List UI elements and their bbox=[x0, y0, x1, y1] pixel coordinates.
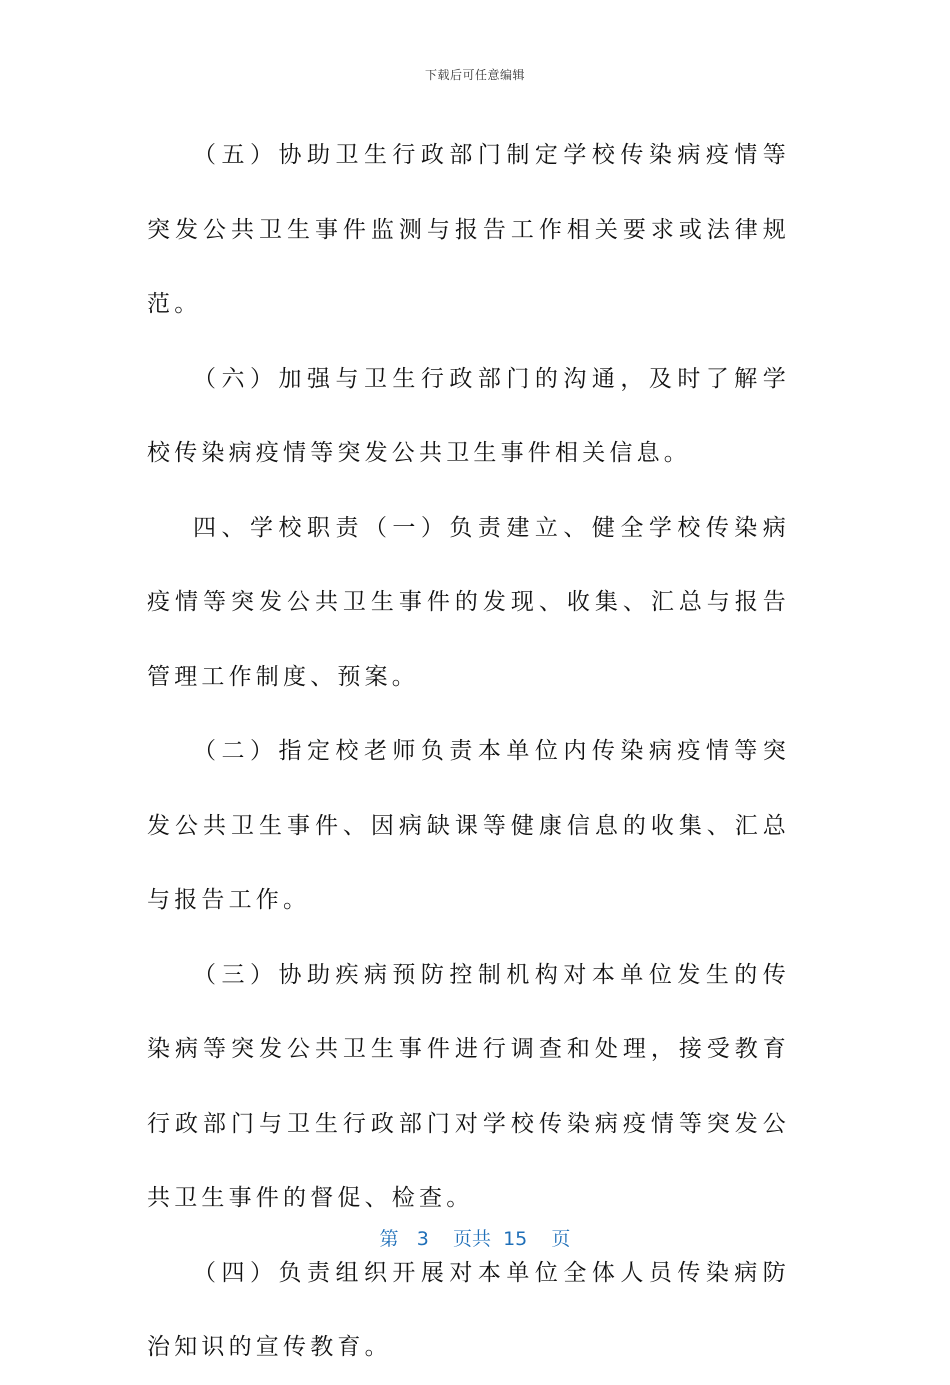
paragraph: 四、学校职责（一）负责建立、健全学校传染病疫情等突发公共卫生事件的发现、收集、汇总与报告管理工作制度、预案。 bbox=[147, 514, 790, 690]
paragraph: （二）指定校老师负责本单位内传染病疫情等突发公共卫生事件、因病缺课等健康信息的收集、汇总与报告工作。 bbox=[147, 738, 790, 913]
footer-total-pages: 15 bbox=[503, 1228, 528, 1250]
footer-prefix: 第 bbox=[379, 1228, 399, 1250]
paragraph: （四）负责组织开展对本单位全体人员传染病防治知识的宣传教育。 bbox=[147, 1259, 790, 1360]
page-header: 下载后可任意编辑 bbox=[424, 68, 525, 82]
paragraph: （五）协助卫生行政部门制定学校传染病疫情等突发公共卫生事件监测与报告工作相关要求或法律规范。 bbox=[147, 142, 790, 317]
paragraph: （三）协助疾病预防控制机构对本单位发生的传染病等突发公共卫生事件进行调查和处理，接受教育行政部门与卫生行政部门对学校传染病疫情等突发公共卫生事件的督促、检查。 bbox=[147, 961, 790, 1211]
footer-suffix: 页 bbox=[551, 1228, 571, 1250]
document-body bbox=[147, 118, 790, 1385]
footer-current-page: 3 bbox=[416, 1228, 429, 1250]
paragraph: （六）加强与卫生行政部门的沟通，及时了解学校传染病疫情等突发公共卫生事件相关信息。 bbox=[147, 365, 790, 466]
footer-middle: 页共 bbox=[452, 1228, 491, 1250]
page-footer bbox=[0, 1224, 950, 1251]
